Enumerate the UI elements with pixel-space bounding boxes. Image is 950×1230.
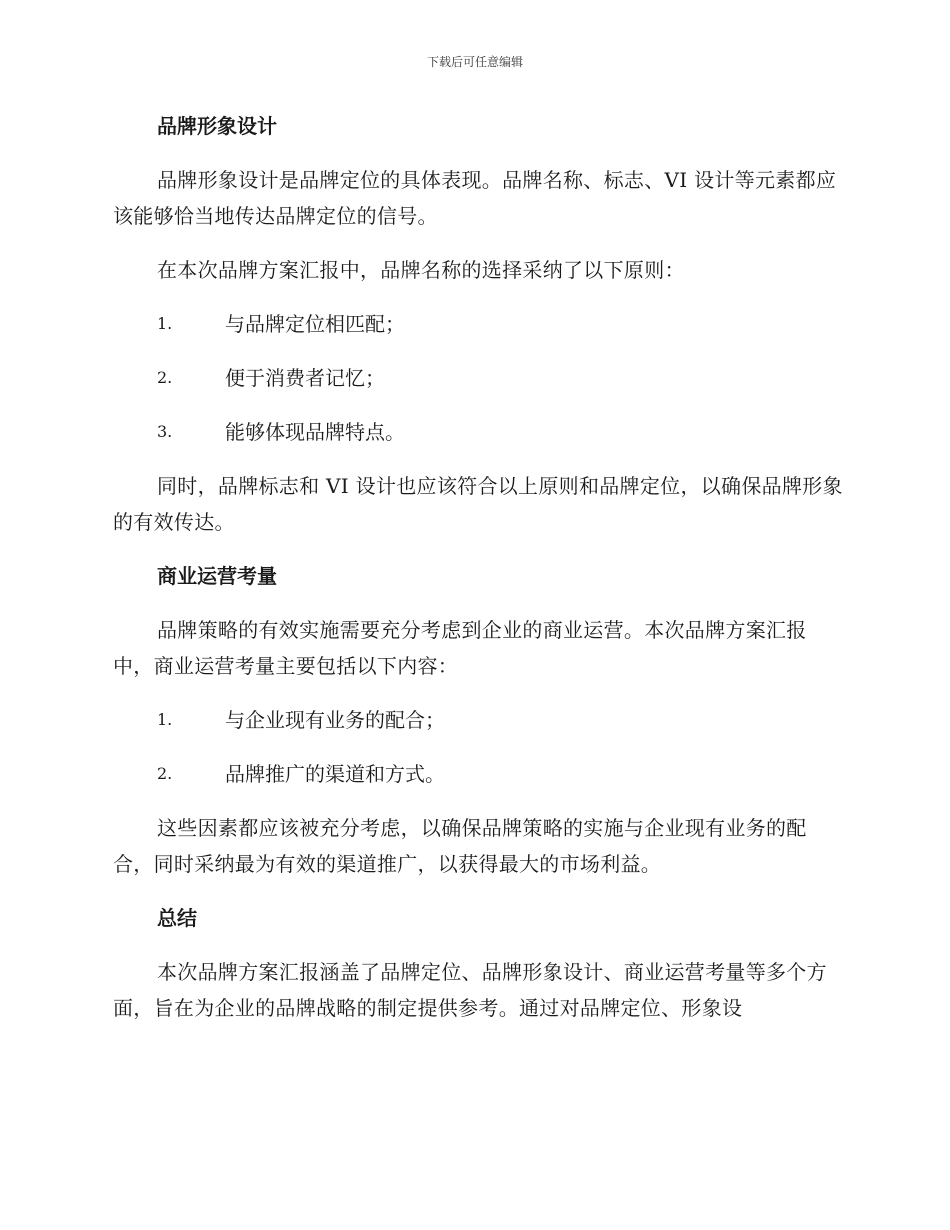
- list-text: 与品牌定位相匹配；: [225, 312, 405, 336]
- list-number: 3.: [157, 422, 173, 441]
- list-item: [113, 414, 843, 450]
- list-item: [113, 756, 843, 792]
- section-heading-summary: 总结: [157, 906, 197, 930]
- list-item: [113, 702, 843, 738]
- list-number: 2.: [157, 368, 173, 387]
- paragraph: 本次品牌方案汇报涵盖了品牌定位、品牌形象设计、商业运营考量等多个方面，旨在为企业的品牌战略的制定提供参考。通过对品牌定位、形象设: [113, 960, 827, 1020]
- list-item: [113, 306, 843, 342]
- list-text: 能够体现品牌特点。: [225, 420, 405, 444]
- list-text: 便于消费者记忆；: [225, 366, 385, 390]
- list-text: 品牌推广的渠道和方式。: [225, 762, 445, 786]
- list-item: [113, 360, 843, 396]
- list-number: 1.: [157, 314, 173, 333]
- document-body: [113, 108, 843, 1044]
- paragraph: 在本次品牌方案汇报中，品牌名称的选择采纳了以下原则：: [157, 258, 685, 282]
- section-heading-business-ops: 商业运营考量: [157, 564, 277, 588]
- paragraph: 同时，品牌标志和 VI 设计也应该符合以上原则和品牌定位，以确保品牌形象的有效传达。: [113, 474, 843, 534]
- page-header: 下载后可任意编辑: [426, 55, 523, 69]
- section-heading-brand-image: 品牌形象设计: [157, 114, 277, 138]
- list-number: 1.: [157, 710, 173, 729]
- paragraph: 品牌策略的有效实施需要充分考虑到企业的商业运营。本次品牌方案汇报中，商业运营考量主要包括以下内容：: [113, 618, 807, 678]
- list-number: 2.: [157, 764, 173, 783]
- paragraph: 这些因素都应该被充分考虑，以确保品牌策略的实施与企业现有业务的配合，同时采纳最为有效的渠道推广，以获得最大的市场利益。: [113, 816, 807, 876]
- paragraph: 品牌形象设计是品牌定位的具体表现。品牌名称、标志、VI 设计等元素都应该能够恰当地传达品牌定位的信号。: [113, 168, 837, 228]
- list-text: 与企业现有业务的配合；: [225, 708, 445, 732]
